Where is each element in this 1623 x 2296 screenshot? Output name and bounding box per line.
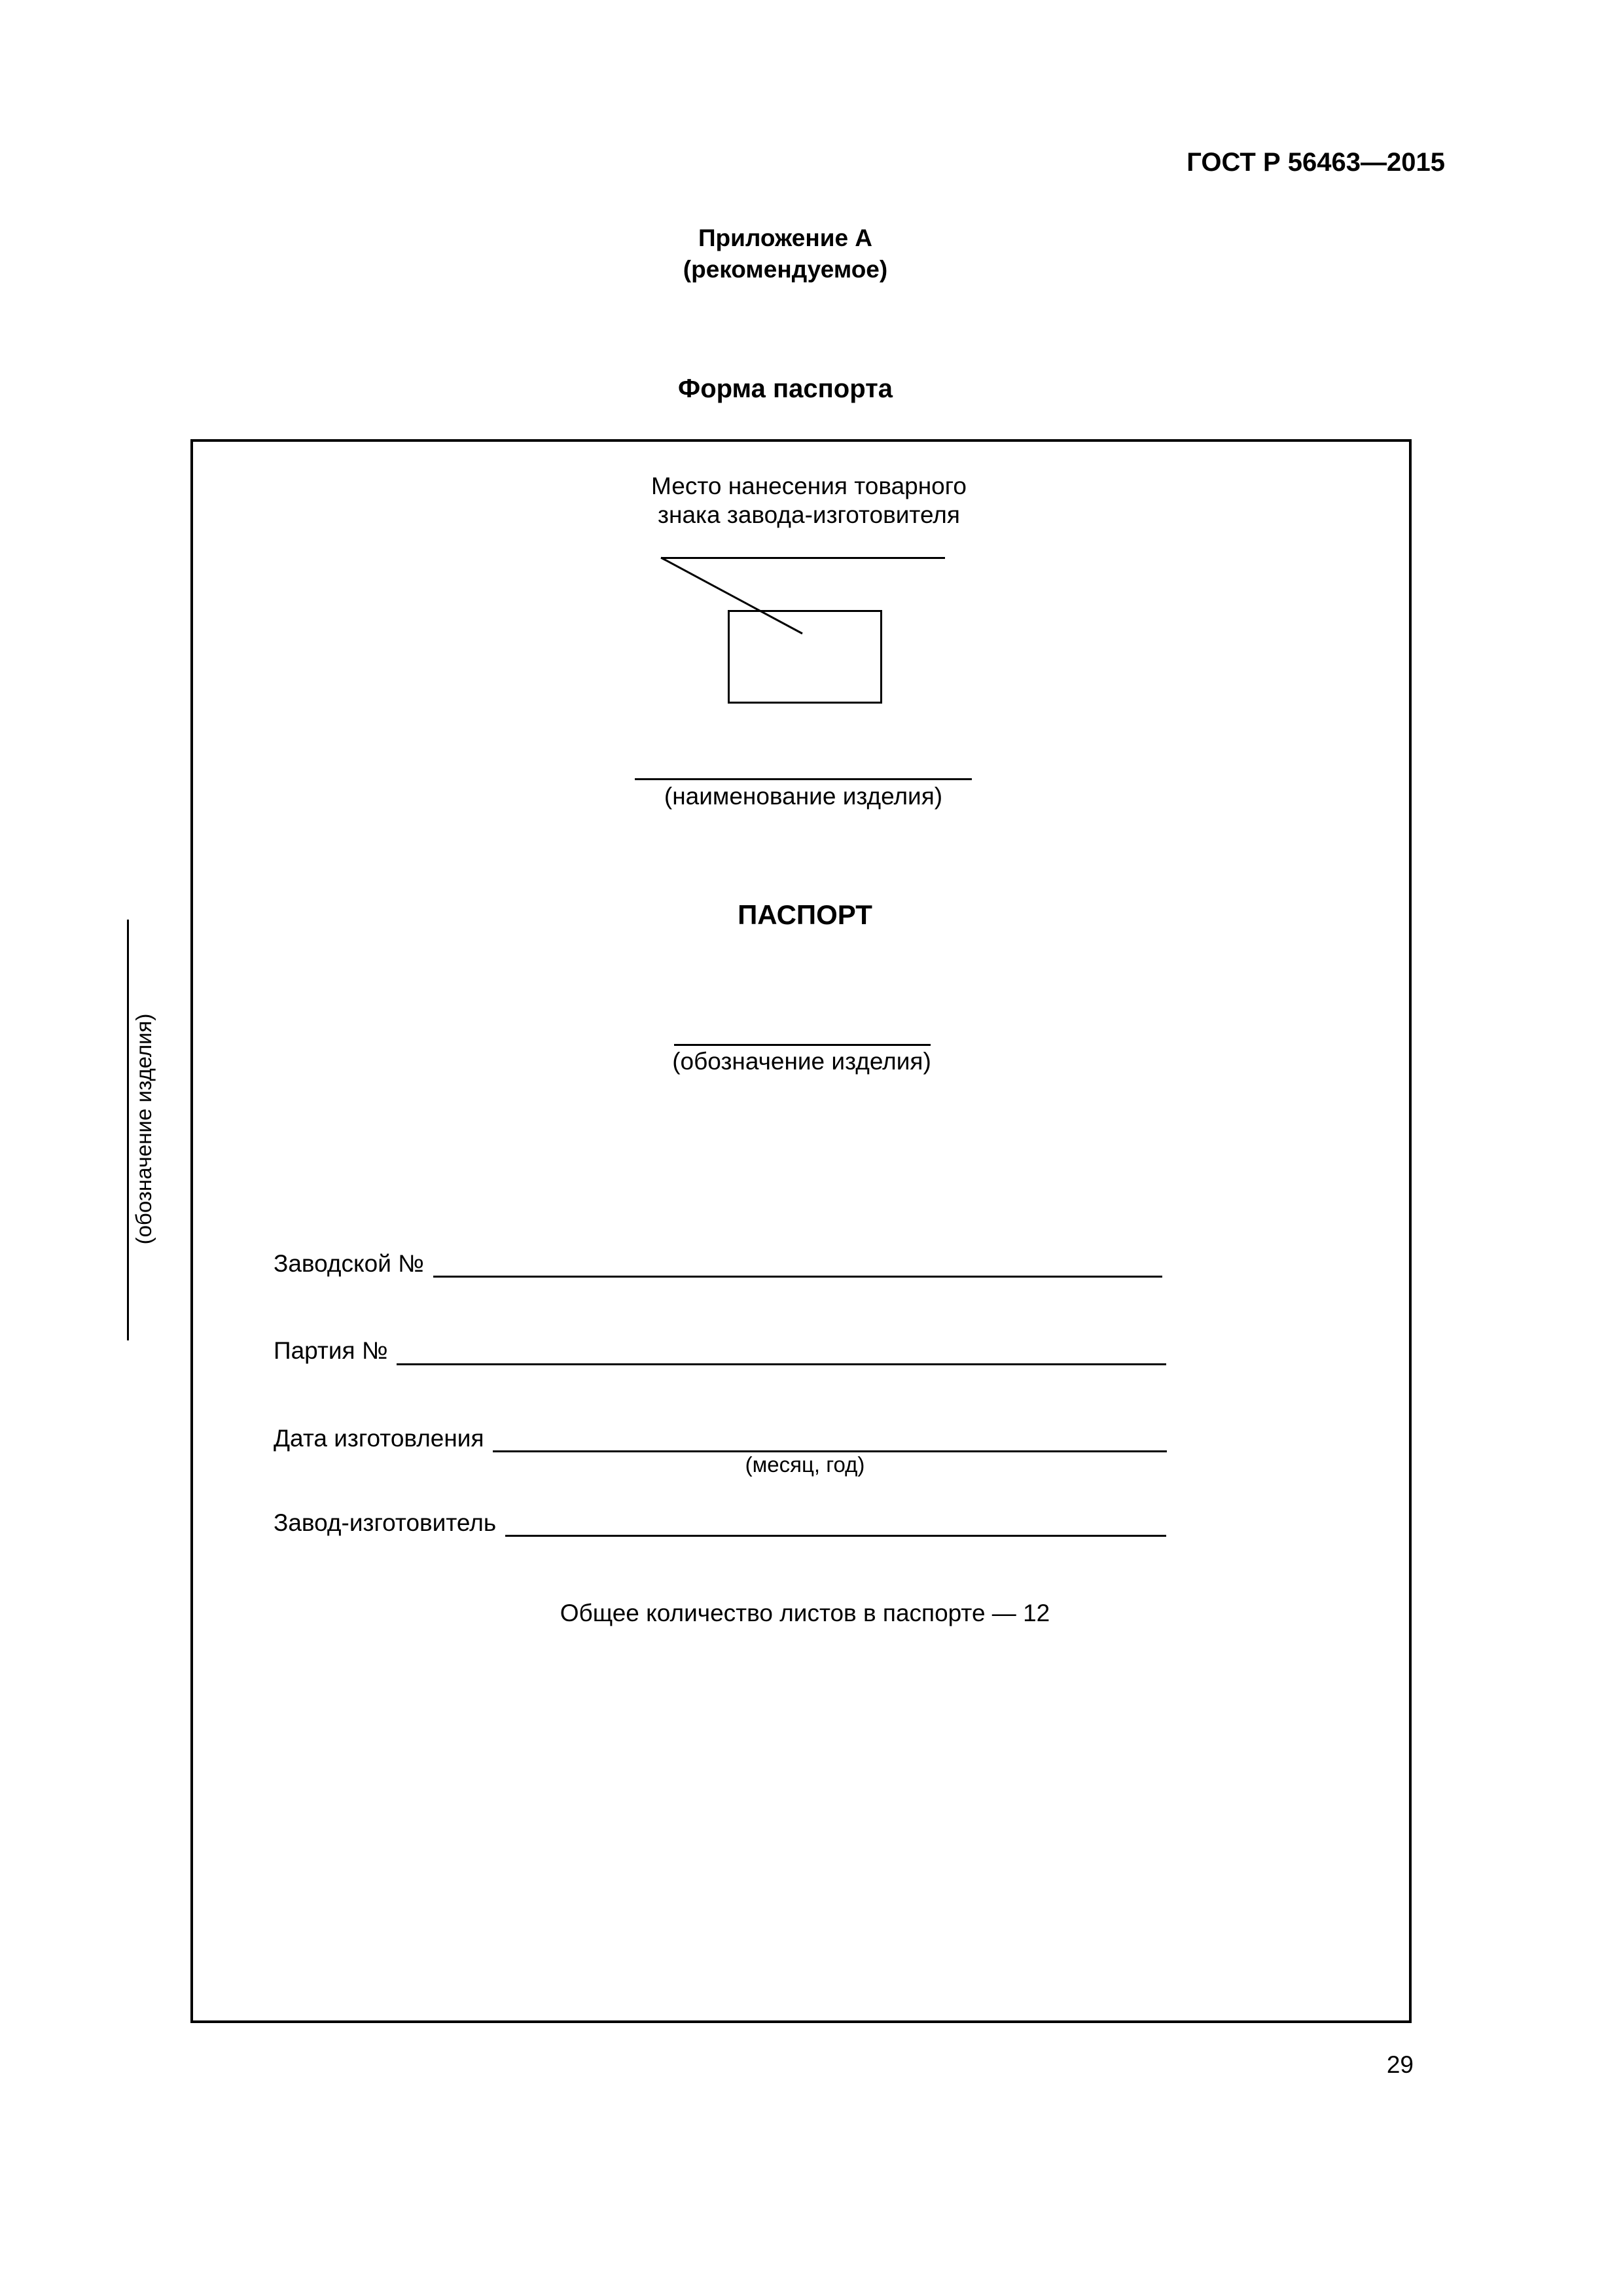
total-sheets-note: Общее количество листов в паспорте — 12: [560, 1600, 1050, 1626]
margin-designation-caption: (обозначение изделия): [132, 1013, 156, 1245]
batch-number-label: Партия №: [274, 1337, 388, 1364]
trademark-label-line1: Место нанесения товарного: [651, 473, 967, 499]
serial-number-line[interactable]: [433, 1276, 1162, 1278]
margin-designation-line: [127, 920, 129, 1340]
page-number: 29: [1386, 2051, 1414, 2078]
manufacturer-line[interactable]: [505, 1535, 1166, 1537]
passport-title: ПАСПОРТ: [738, 899, 872, 930]
product-name-caption: (наименование изделия): [664, 783, 943, 810]
serial-number-label: Заводской №: [274, 1250, 424, 1277]
document-standard-code: ГОСТ Р 56463—2015: [1186, 148, 1445, 177]
manufacture-date-caption: (месяц, год): [745, 1452, 865, 1477]
designation-line: [674, 1044, 931, 1046]
form-title: Форма паспорта: [678, 374, 893, 403]
manufacturer-label: Завод-изготовитель: [274, 1509, 497, 1536]
trademark-label-line2: знака завода-изготовителя: [658, 501, 960, 528]
product-name-line: [635, 778, 972, 780]
appendix-status: (рекомендуемое): [683, 256, 888, 283]
appendix-heading: [0, 223, 1571, 285]
designation-caption: (обозначение изделия): [672, 1048, 931, 1075]
batch-number-line[interactable]: [397, 1363, 1166, 1365]
trademark-placement-box: [728, 610, 882, 704]
appendix-title: Приложение А: [698, 224, 873, 251]
trademark-label: [626, 472, 992, 529]
manufacture-date-label: Дата изготовления: [274, 1425, 484, 1452]
